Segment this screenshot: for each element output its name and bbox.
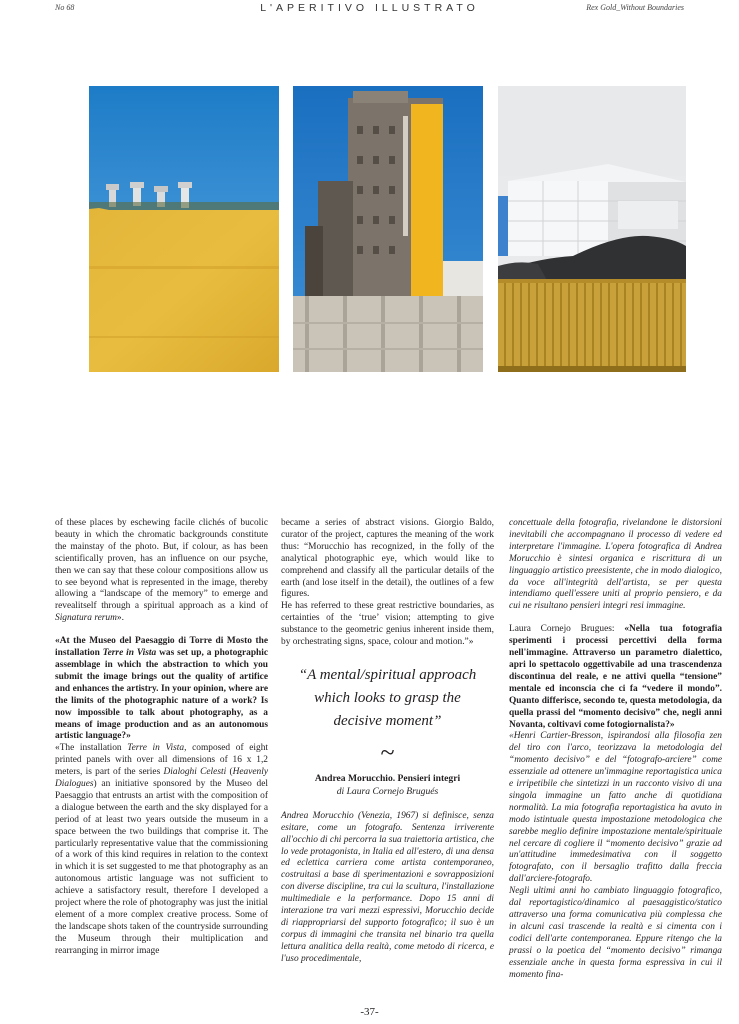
col1-interview-question: «At the Museo del Paesaggio di Torre di Mosto the installation Terre in Vista was set up, a photographic assemblage in which the abstraction to which you submit the image brings out the quality of artifice and enhances the artistry. In your opinion, where are the limits of the photographic nature of a work? Is now impossible to talk about photography, as a means of image production and as an autonomous artistic language?»: [55, 636, 269, 742]
col3-interview-question: Laura Cornejo Brugues: «Nella tua fotografia sperimenti i processi percettivi della forma nell'immagine. Attraverso un parametro dialettico, apri lo spettacolo oggettivabile ad una trascendenza discontinua del reale, e ne attivi quella “tensione” mentale ed inconscia che ci fa “vedere il mondo”. Quanto differisce, secondo te, questa metodologia, da quella prassi del “momento decisivo” che, negli anni Novanta, coltivavi come fotogiornalista?»: [509, 624, 723, 730]
col3-answer-2: Negli ultimi anni ho cambiato linguaggio fotografico, dal reportagistico/dinamico al paesaggistico/statico attraverso una forma comunicativa più complessa che in alcuni casi trascende la realtà e si cimenta con i codici dell'arte contemporanea. Eppure ritengo che la prassi o la poetica del “momento decisivo” rimanga essenziale anche in questa forma espressiva in cui il momento fina-: [509, 886, 722, 980]
photo-industrial-heap: [498, 86, 686, 372]
pull-quote: “A mental/spiritual approach which looks to grasp the decisive moment”: [298, 666, 477, 729]
col1-interview-answer: «The installation Terre in Vista, composed of eight printed panels with over all dimensions of 16 x 1,2 meters, is part of the series Dialoghi Celesti (Heavenly Dialogues) an initiative sponsored by the Museo del Paesaggio that entrusts an artist with the composition of a dialogue between the earth and the sky displayed for a period of at least two years outside the museum in a space between the two buildings that comprise it. The particularly representative value that the commissioning of a work of this kind requires in relation to the context in which it is set suggested to me that photography as an autonomous artistic language was not sufficient to achieve a satisfactory result, therefore I developed a project where the role of photography was just the initial element of a more complex creative process. Some of the landscape shots taken of the countryside surrounding the Museum through their multiplication and rearranging in mirror image: [55, 743, 269, 956]
col3-paragraph-1: concettuale della fotografia, rivelandone le distorsioni inevitabili che accompagnano il processo di vedere ed interpretare l'immagine. L'opera fotografica di Andrea Morucchio è sintesi organica e riscrittura di un linguaggio artistico preesistente, che in modo dialogico, da voce all'integrità dell'artista, se per questa intendiamo quell'essere uniti al proprio pensiero, e da cui ne risultano pensieri integri resi immagine.: [509, 518, 722, 612]
column-2: [281, 518, 494, 966]
col2-paragraph-1: became a series of abstract visions. Giorgio Baldo, curator of the project, captures the meaning of the work thus: “Morucchio has recognized, in the folly of the analytical photographic eye, which would like to comprehend and classify all the particular details of the earth (and lose itself in the detail), the outlines of a few figures.: [281, 518, 494, 600]
col1-paragraph-1: of these places by eschewing facile clichés of bucolic beauty in which the chromatic backgrounds constitute the mainstay of the photo. But, if colour, as has been scientifically proven, has an influence on our psyche, then we can say that these colour compositions allow us to see beyond what is represented in the image, thereby allowing a “landscape of the memory” to emerge and revealitself through a spiritual approach as a kind of Signatura rerum».: [55, 518, 268, 624]
col2-paragraph-2: He has referred to these great restrictive boundaries, as certainties of the ‘true’ vision; attempting to give substance to the geometric genius inherent inside them, by orchestrating signs, space, colour and motion.”»: [281, 601, 494, 648]
photo-yellow-wall: [89, 86, 279, 372]
section-author: di Laura Cornejo Brugués: [336, 785, 439, 797]
section-byline: Andrea Morucchio. Pensieri integri: [314, 772, 461, 784]
section-title: Rex Gold_Without Boundaries: [586, 3, 684, 12]
magazine-title: L'APERITIVO ILLUSTRATO: [260, 2, 479, 14]
photo-yellow-wall-image: [89, 86, 279, 372]
column-3: [509, 518, 722, 981]
quote-ornament: ~: [380, 737, 395, 767]
photo-industrial-heap-image: [498, 86, 686, 372]
col3-answer-1: «Henri Cartier-Bresson, ispirandosi alla filosofia zen del tiro con l'arco, teorizzava la metodologia del “momento decisivo” e del “fotografo-arciere” come essenziale ad ottenere un'immagine reportagistica unica e irripetibile che sintetizzi in un racconto visivo di una singola immagine un fatto anche di quotidiana normalità. La mia fotografia reportagistica ha avuto in modo istintuale questa impostazione metodologica che sarebbe meglio definire impostazione mentale/spirituale nel cercare di cogliere il “momento decisivo” grazie ad un'attitudine immedesimativa con il soggetto fotografato, con il bersaglio trafitto dalla freccia dall'arciere-fotografo.: [509, 731, 722, 885]
photo-silo-tower: [293, 86, 483, 372]
column-1: [55, 518, 268, 958]
photo-silo-tower-image: [293, 86, 483, 372]
col2-italian-paragraph: Andrea Morucchio (Venezia, 1967) si definisce, senza esitare, come un fotografo. Sentenza irriverente all'occhio di chi percorra la sua traiettoria artistica, che lo vede protagonista, in Italia ed all'estero, di una densa ed eclettica carriera come artista contemporaneo, costruitasi a base di sperimentazioni e sovrapposizioni con diverse discipline, tra cui la scultura, l'installazione multimediale e la performance. Dopo 15 anni di interazione tra vari mezzi espressivi, Morucchio decide di riappropriarsi del supporto fotografico; il suo è un corpus di immagini che transita nel binario tra quella lettura analitica della realtà, come metodo di ricerca, e l'uso procedimentale,: [281, 810, 494, 964]
page-number: -37-: [360, 1006, 379, 1018]
issue-number: No 68: [55, 3, 75, 12]
